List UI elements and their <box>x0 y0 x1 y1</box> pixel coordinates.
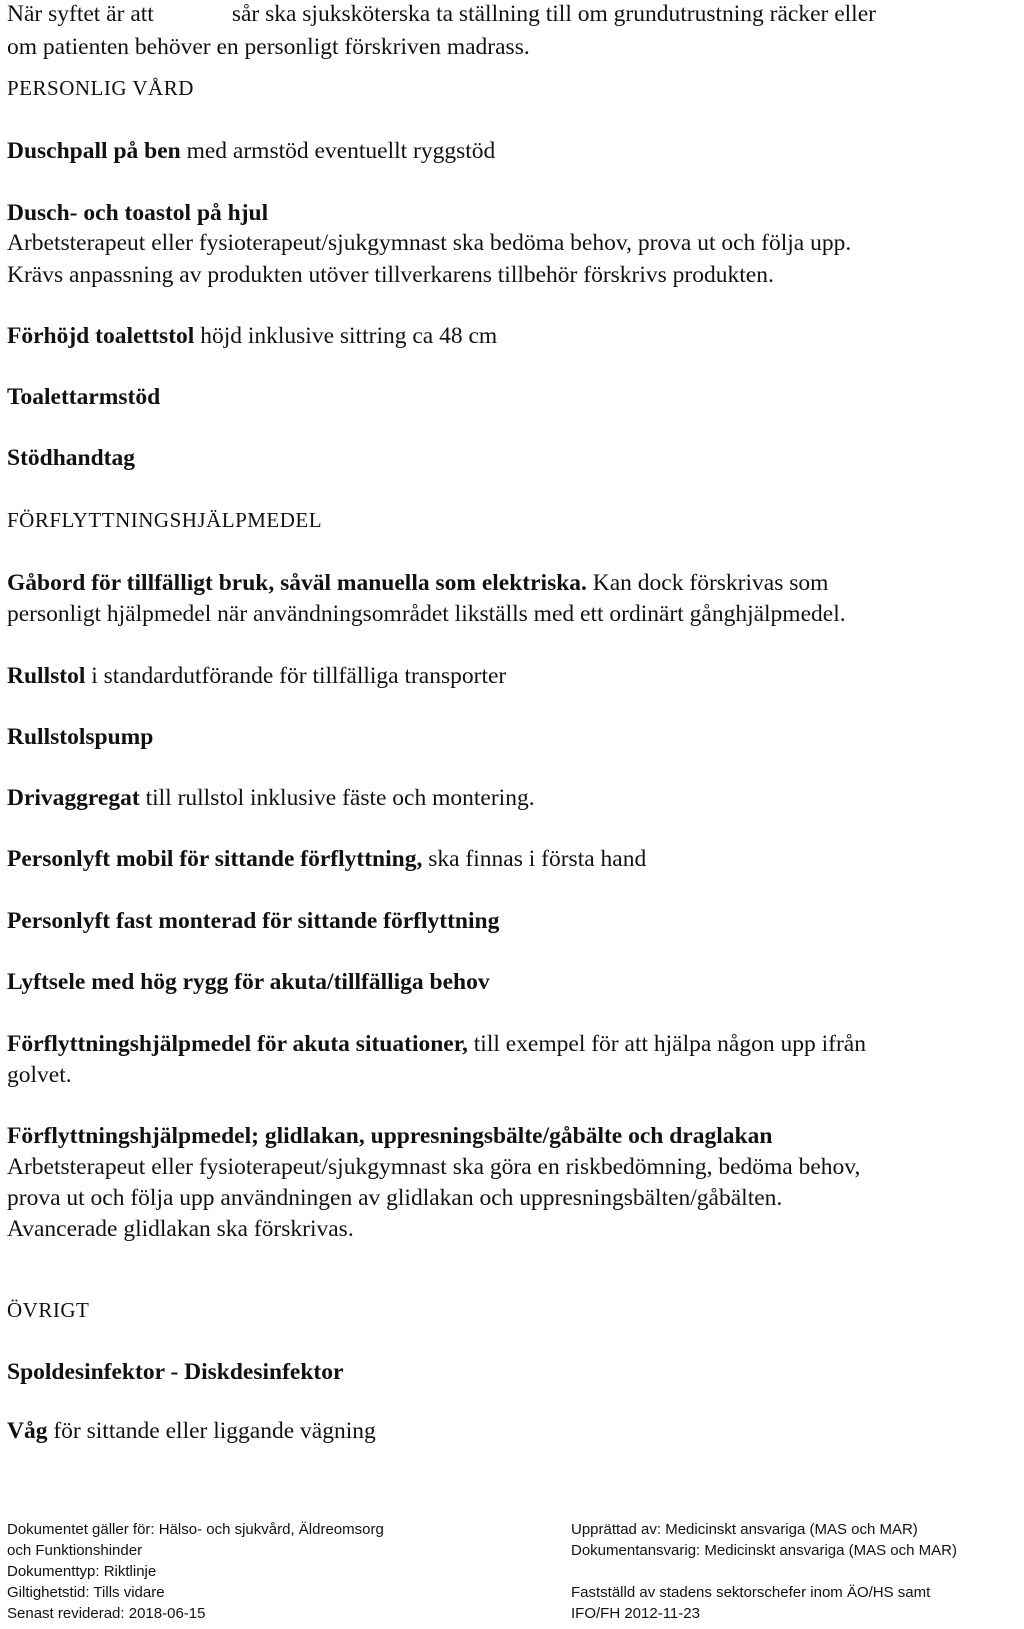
footer-left-line: Giltighetstid: Tills vidare <box>7 1584 165 1601</box>
item-desc: för sittande eller liggande vägning <box>47 1418 376 1444</box>
item-title: Personlyft mobil för sittande förflyttning, <box>7 846 423 872</box>
footer-right-line: Fastställd av stadens sektorschefer inom ÄO/HS samt <box>571 1584 931 1601</box>
item-toalettarmstod: Toalettarmstöd <box>7 384 161 410</box>
item-title: Gåbord för tillfälligt bruk, såväl manuella som elektriska. <box>7 570 587 596</box>
item-desc: Kan dock förskrivas som <box>586 570 829 596</box>
footer-left-line: Dokumentet gäller för: Hälso- och sjukvård, Äldreomsorg <box>7 1521 384 1538</box>
item-desc: i standardutförande för tillfälliga transporter <box>85 663 507 689</box>
item-glidlakan-line-3: Avancerade glidlakan ska förskrivas. <box>7 1216 354 1242</box>
item-duschpall <box>7 136 495 166</box>
item-desc: till exempel för att hjälpa någon upp ifrån <box>467 1031 866 1057</box>
footer-left-line: Dokumenttyp: Riktlinje <box>7 1563 157 1580</box>
item-lyftsele: Lyftsele med hög rygg för akuta/tillfälliga behov <box>7 969 490 995</box>
item-title: Våg <box>7 1418 48 1444</box>
item-rullstolspump: Rullstolspump <box>7 724 154 750</box>
item-spoldesinfektor: Spoldesinfektor - Diskdesinfektor <box>7 1359 344 1385</box>
item-desc: med armstöd eventuellt ryggstöd <box>180 138 496 164</box>
intro-text: När syftet är att <box>7 1 154 27</box>
item-stodhandtag: Stödhandtag <box>7 445 135 471</box>
item-gabord-line-2: personligt hjälpmedel när användningsområdet likställs med ett ordinärt gånghjälpmedel. <box>7 601 846 627</box>
item-dusch-toastol: Dusch- och toastol på hjul <box>7 200 269 226</box>
item-title: Förflyttningshjälpmedel för akuta situationer, <box>7 1031 468 1057</box>
item-title: Drivaggregat <box>7 785 140 811</box>
item-personlyft-mobil <box>7 844 646 874</box>
footer-left-line: Senast reviderad: 2018-06-15 <box>7 1605 206 1622</box>
section-heading-personlig-vard: PERSONLIG VÅRD <box>7 76 194 100</box>
item-forhojd-toalettstol <box>7 321 497 351</box>
footer-right <box>571 1519 957 1624</box>
section-heading-forflyttning: FÖRFLYTTNINGSHJÄLPMEDEL <box>7 508 323 532</box>
intro-text: sår ska sjuksköterska ta ställning till om grundutrustning räcker eller <box>231 1 876 27</box>
item-akuta-situationer <box>7 1029 866 1059</box>
item-drivaggregat <box>7 783 535 813</box>
footer-right-line: Dokumentansvarig: Medicinskt ansvariga (MAS och MAR) <box>571 1542 957 1559</box>
footer-right-line: Upprättad av: Medicinskt ansvariga (MAS och MAR) <box>571 1521 918 1538</box>
item-glidlakan-heading: Förflyttningshjälpmedel; glidlakan, uppresningsbälte/gåbälte och draglakan <box>7 1123 773 1149</box>
footer-spacer <box>571 1561 957 1582</box>
item-gabord <box>7 568 828 598</box>
footer-left-line: och Funktionshinder <box>7 1542 143 1559</box>
footer-right-line: IFO/FH 2012-11-23 <box>571 1605 700 1622</box>
item-glidlakan-line-2: prova ut och följa upp användningen av glidlakan och uppresningsbälten/gåbälten. <box>7 1185 783 1211</box>
item-rullstol <box>7 661 506 691</box>
item-desc: till rullstol inklusive fäste och montering. <box>139 785 535 811</box>
item-desc: ska finnas i första hand <box>422 846 647 872</box>
section-heading-ovrigt: ÖVRIGT <box>7 1298 90 1322</box>
intro-line-1 <box>7 0 876 29</box>
item-title: Duschpall på ben <box>7 138 181 164</box>
item-dusch-desc-1: Arbetsterapeut eller fysioterapeut/sjukgymnast ska bedöma behov, prova ut och följa upp. <box>7 230 852 256</box>
item-title: Förhöjd toalettstol <box>7 323 195 349</box>
item-personlyft-fast: Personlyft fast monterad för sittande förflyttning <box>7 908 500 934</box>
item-title: Rullstol <box>7 663 86 689</box>
item-dusch-desc-2: Krävs anpassning av produkten utöver tillverkarens tillbehör förskrivs produkten. <box>7 262 774 288</box>
footer-left <box>7 1519 384 1624</box>
intro-line-2: om patienten behöver en personligt förskriven madrass. <box>7 34 530 60</box>
item-vag <box>7 1416 376 1446</box>
item-desc: höjd inklusive sittring ca 48 cm <box>194 323 498 349</box>
item-glidlakan-line-1: Arbetsterapeut eller fysioterapeut/sjukgymnast ska göra en riskbedömning, bedöma behov, <box>7 1154 861 1180</box>
item-akuta-line-2: golvet. <box>7 1062 72 1088</box>
